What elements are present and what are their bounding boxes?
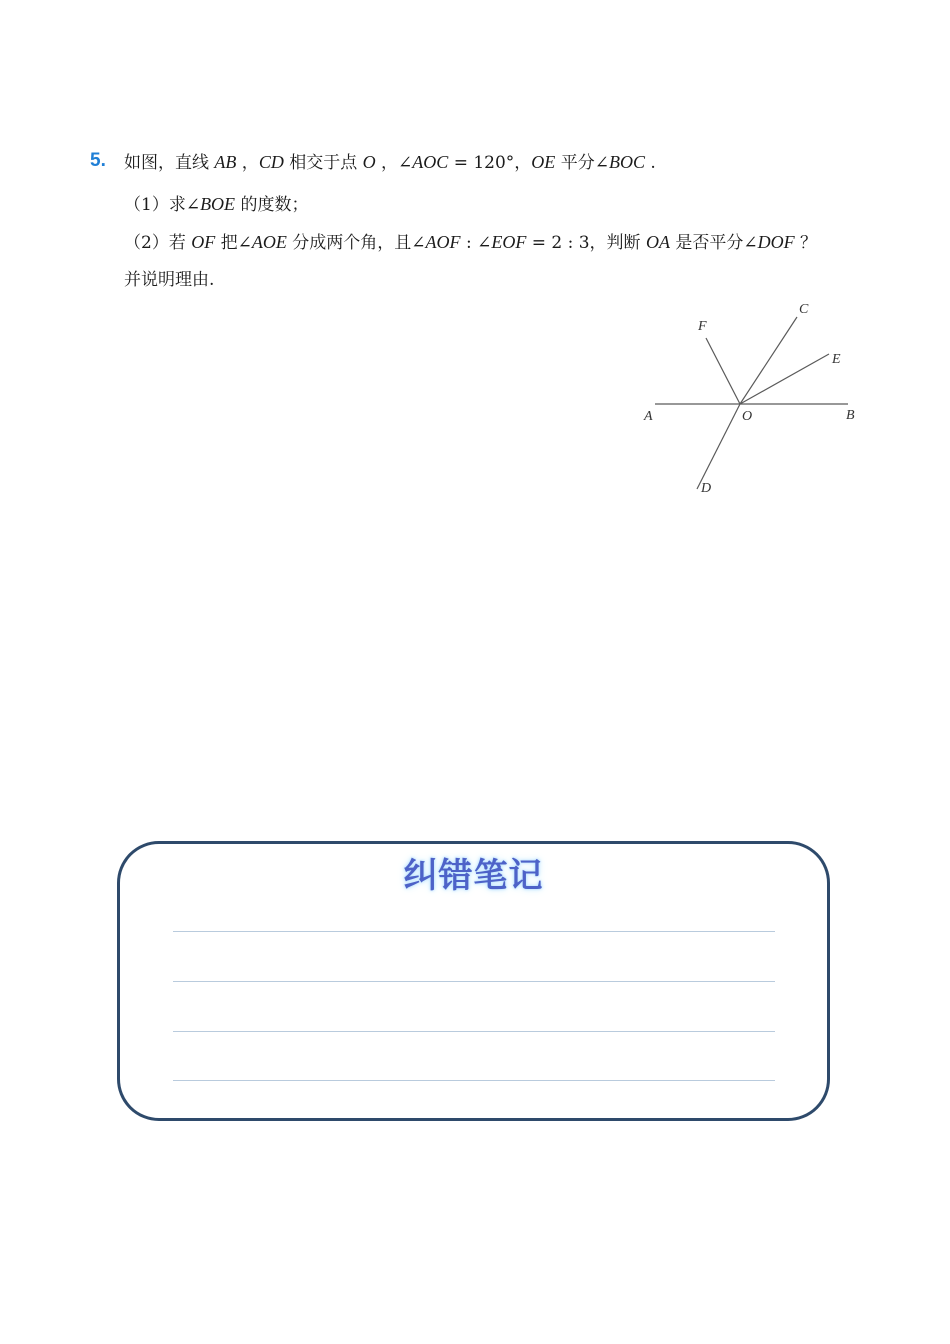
text-segment: 如图，直线: [124, 153, 215, 173]
writing-line: [173, 931, 775, 932]
text-segment: 的度数；: [235, 195, 309, 215]
writing-line: [173, 981, 775, 982]
ray-oc: [740, 317, 797, 404]
math-variable: DOF: [757, 232, 795, 252]
ray-od: [697, 404, 740, 489]
writing-line: [173, 1031, 775, 1032]
geometry-diagram: [630, 290, 870, 505]
text-segment: 平分∠: [555, 153, 609, 173]
question-number: 5.: [90, 150, 106, 171]
label-d: D: [701, 481, 712, 496]
text-segment: （1）求∠: [124, 195, 201, 215]
text-segment: 相交于点: [283, 153, 363, 173]
math-variable: AB: [214, 152, 237, 172]
problem-part-2: [124, 231, 817, 254]
text-segment: = 120°，: [448, 153, 532, 173]
notes-title: 纠错笔记: [403, 856, 544, 896]
text-segment: （2）若: [124, 233, 192, 253]
math-variable: EOF: [491, 232, 527, 252]
math-variable: BOC: [608, 152, 645, 172]
math-variable: AOF: [425, 232, 461, 252]
ray-of: [706, 338, 740, 404]
math-variable: AOE: [251, 232, 287, 252]
math-variable: OF: [191, 232, 216, 252]
text-segment: : ∠: [460, 233, 492, 253]
ray-oe: [740, 354, 829, 404]
error-notes-box: [117, 841, 830, 1121]
text-segment: 并说明理由.: [124, 270, 215, 290]
problem-part-2-continued: [124, 269, 214, 291]
math-variable: AOC: [412, 152, 449, 172]
problem-stem: [124, 151, 656, 174]
math-variable: CD: [258, 152, 284, 172]
text-segment: 是否平分∠: [669, 233, 758, 253]
label-f: F: [698, 319, 707, 334]
label-e: E: [832, 352, 841, 367]
text-segment: 分成两个角，且∠: [286, 233, 426, 253]
text-segment: .: [644, 153, 656, 173]
text-segment: 把∠: [215, 233, 252, 253]
label-o: O: [742, 409, 753, 424]
text-segment: ？: [794, 233, 818, 253]
problem-part-1: [124, 193, 308, 216]
text-segment: ，∠: [375, 153, 413, 173]
text-segment: = 2 : 3，判断: [526, 233, 646, 253]
math-variable: OE: [531, 152, 556, 172]
label-b: B: [846, 408, 855, 423]
label-a: A: [644, 409, 653, 424]
math-variable: BOE: [200, 194, 236, 214]
text-segment: ，: [236, 153, 259, 173]
math-variable: O: [362, 152, 376, 172]
writing-line: [173, 1080, 775, 1081]
math-variable: OA: [645, 232, 670, 252]
label-c: C: [799, 302, 809, 317]
